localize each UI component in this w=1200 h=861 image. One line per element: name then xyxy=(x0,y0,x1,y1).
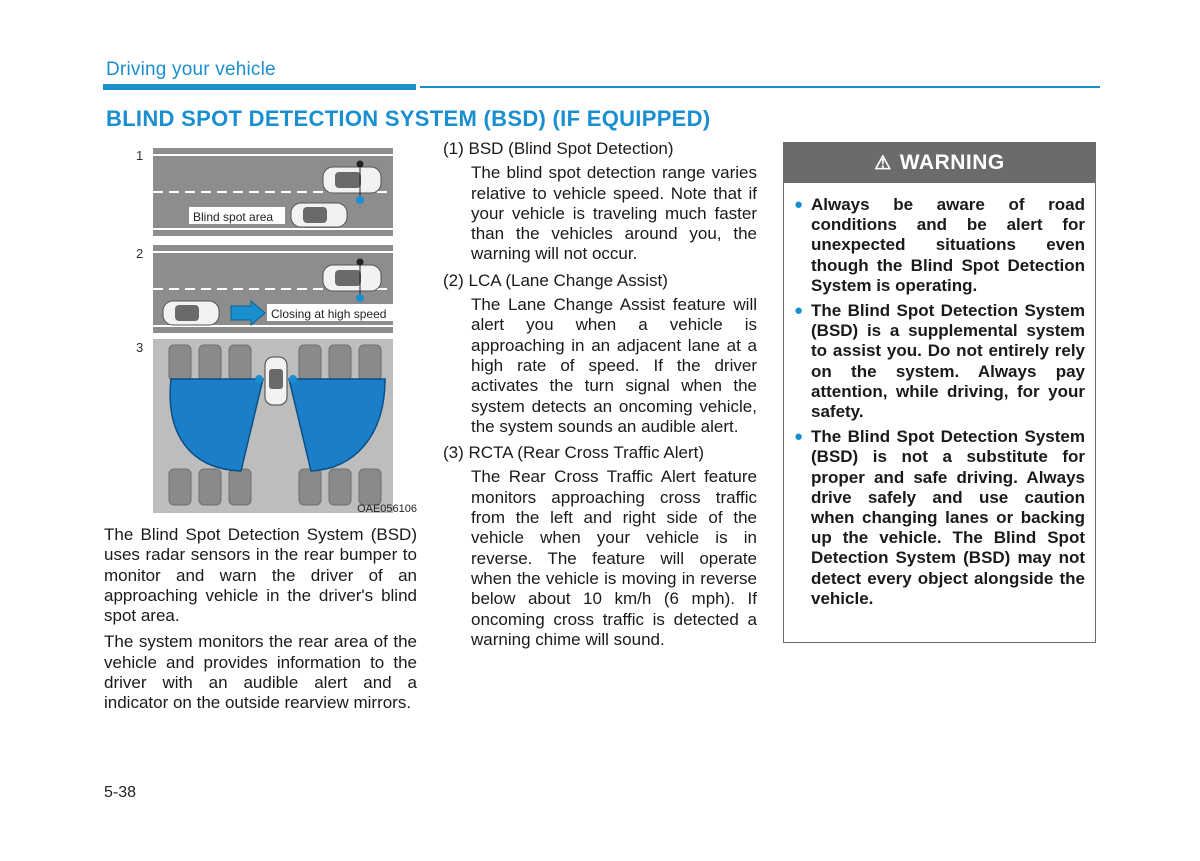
bullet-icon: ● xyxy=(794,196,804,213)
warning-item-text: Always be aware of road conditions and be alert for unexpected situations even though the Blind Spot Detection System is operating. xyxy=(811,195,1085,295)
feature-heading-rcta: (3) RCTA (Rear Cross Traffic Alert) xyxy=(443,443,705,463)
warning-item xyxy=(794,427,1085,609)
feature-body-bsd: The blind spot detection range varies relative to vehicle speed. Note that if your vehicle is traveling much faster than the vehicles around you, the warning will not occur. xyxy=(471,163,757,264)
panel-3-parking xyxy=(153,339,393,513)
feature-body-rcta: The Rear Cross Traffic Alert feature monitors approaching cross traffic from the left and right side of the vehicle when your vehicle is in reverse. The feature will operate when the vehicle is moving in reverse below about 10 km/h (6 mph). If oncoming cross traffic is detected a warning chime will sound. xyxy=(471,467,757,649)
bullet-icon: ● xyxy=(794,428,804,446)
warning-item xyxy=(794,195,1085,296)
panel-number-1: 1 xyxy=(136,148,144,163)
left-column xyxy=(104,525,417,720)
warning-item-text: The Blind Spot Detection System (BSD) is a supplemental system to assist you. Do not entirely rely on the system. Always pay attention, while driving, for your safety. xyxy=(811,301,1085,422)
feature-heading-lca: (2) LCA (Lane Change Assist) xyxy=(443,270,668,290)
panel-number-2: 2 xyxy=(136,246,144,261)
bullet-icon: ● xyxy=(794,302,804,320)
warning-header xyxy=(784,143,1095,183)
section-title: Driving your vehicle xyxy=(106,59,276,80)
page-number: 5-38 xyxy=(104,784,137,801)
bsd-diagram-svg xyxy=(103,143,417,519)
warning-list xyxy=(784,183,1095,609)
warning-item xyxy=(794,301,1085,422)
feature-body-lca: The Lane Change Assist feature will alert you when a vehicle is approaching in an adjacent lane at a high rate of speed. If the driver activates the turn signal when the system detects an oncoming vehicle, the system sounds an audible alert. xyxy=(471,295,757,436)
section-rule-thick xyxy=(103,84,416,90)
label-blind-spot-area: Blind spot area xyxy=(193,210,274,224)
section-rule-thin xyxy=(420,86,1100,88)
page-heading: BLIND SPOT DETECTION SYSTEM (BSD) (IF EQUIPPED) xyxy=(106,106,711,131)
panel-number-3: 3 xyxy=(136,340,144,355)
feature-heading-bsd: (1) BSD (Blind Spot Detection) xyxy=(443,139,674,158)
feature-list xyxy=(443,139,757,656)
warning-box xyxy=(783,142,1096,643)
warning-title: WARNING xyxy=(899,151,1005,174)
intro-paragraph-1: The Blind Spot Detection System (BSD) uses radar sensors in the rear bumper to monitor and warn the driver of an approaching vehicle in the driver's blind spot area. xyxy=(104,525,417,626)
warning-item-text: The Blind Spot Detection System (BSD) is not a substitute for proper and safe driving. Always drive safely and use caution when changing lanes or backing up the vehicle. The Blind Spot Detection System (BSD) may not detect every object alongside the vehicle. xyxy=(811,427,1085,608)
intro-paragraph-2: The system monitors the rear area of the vehicle and provides information to the driver with an audible alert and a indicator on the outside rearview mirrors. xyxy=(104,632,417,713)
warning-triangle-icon: ⚠ xyxy=(874,152,892,174)
bsd-illustration xyxy=(103,143,417,519)
label-closing-high-speed: Closing at high speed xyxy=(271,307,387,321)
figure-caption: OAE056106 xyxy=(357,503,417,515)
